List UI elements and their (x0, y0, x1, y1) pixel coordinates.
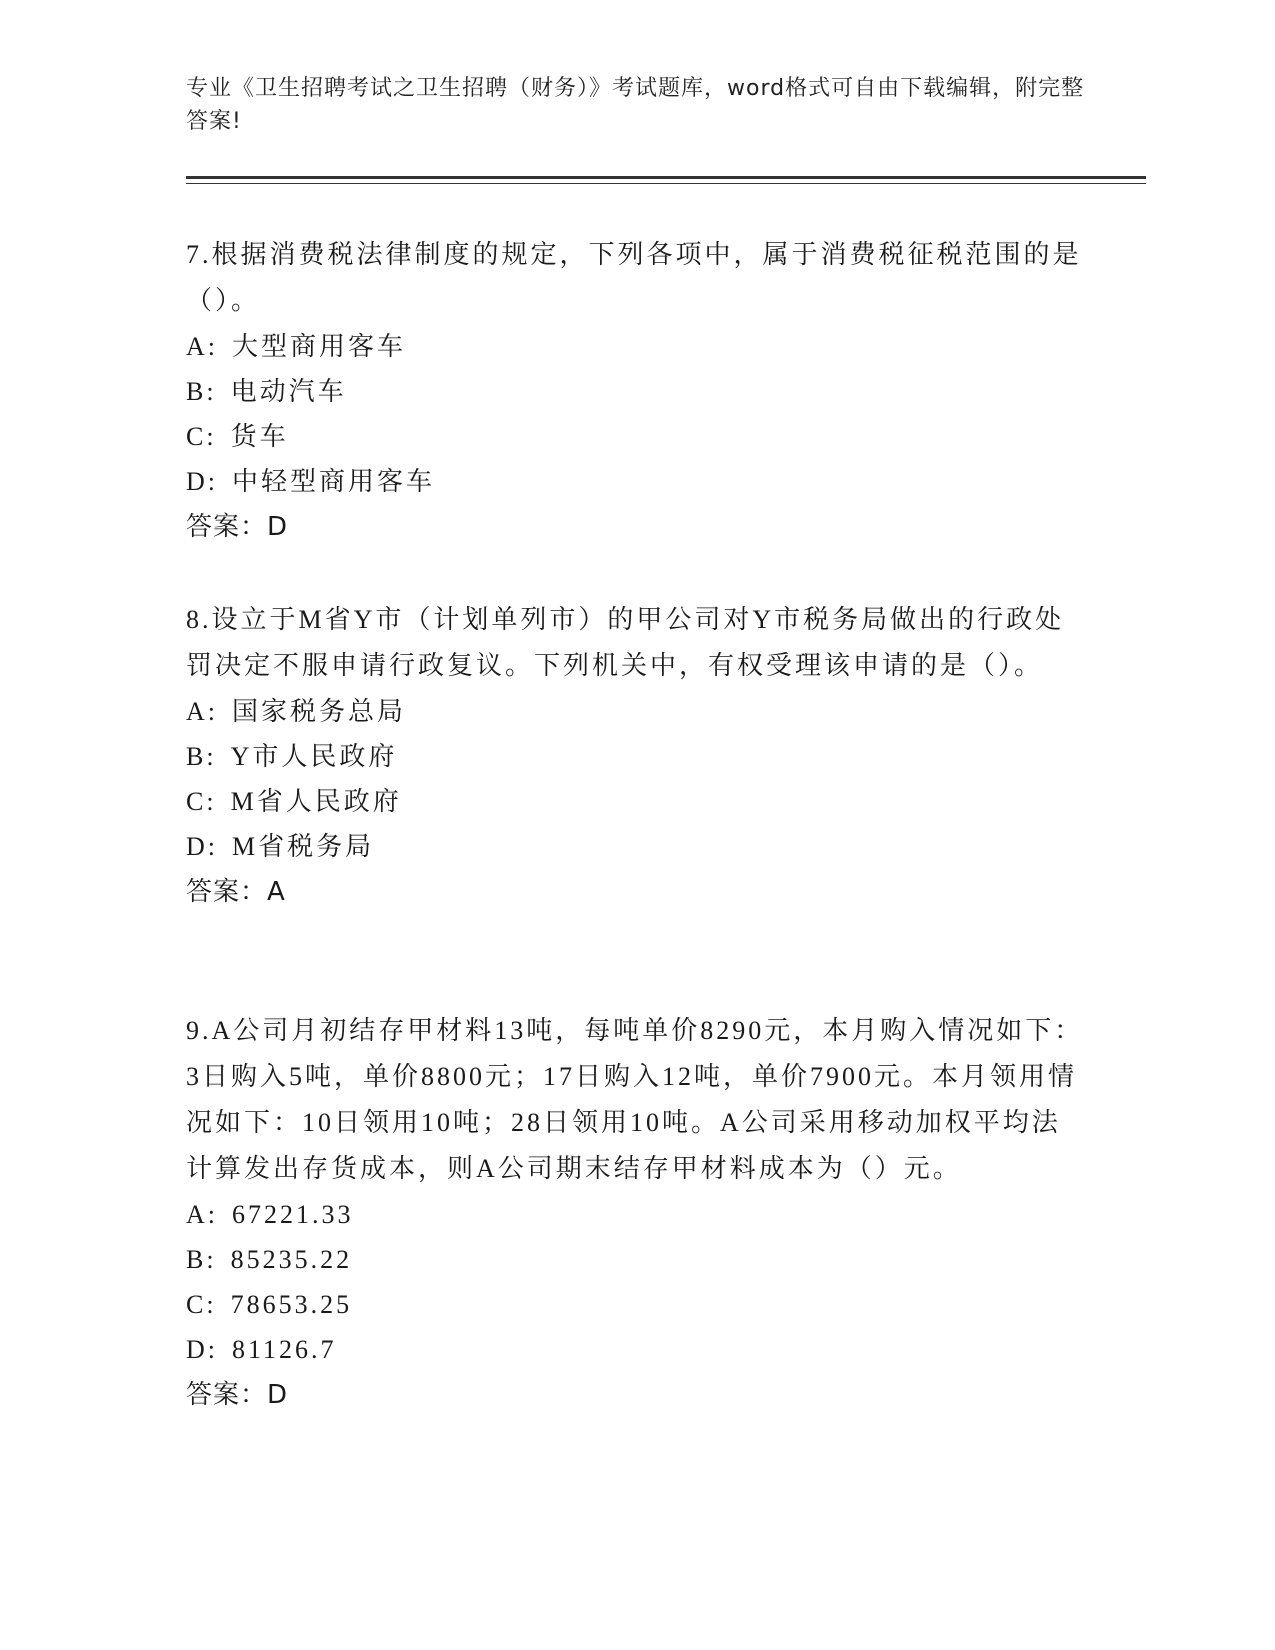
option-text: Y市人民政府 (230, 742, 398, 771)
option-letter: D: (186, 832, 218, 861)
option-letter: A: (186, 332, 218, 361)
option-text: 67221.33 (232, 1200, 354, 1229)
question-8 (186, 597, 1086, 915)
option-letter: C: (186, 787, 217, 816)
answer-line: 答案：D (186, 1380, 289, 1410)
option-text: 国家税务总局 (232, 697, 407, 726)
answer-line: 答案：A (186, 877, 286, 907)
question-stem: 8.设立于M省Y市（计划单列市）的甲公司对Y市税务局做出的行政处罚决定不服申请行政复议。下列机关中，有权受理该申请的是（）。 (186, 605, 1065, 680)
option-b (186, 369, 1086, 414)
question-stem: 7.根据消费税法律制度的规定，下列各项中，属于消费税征税范围的是（）。 (186, 240, 1082, 315)
option-text: M省人民政府 (230, 787, 402, 816)
option-text: 81126.7 (232, 1335, 337, 1364)
option-b (186, 1237, 1086, 1282)
document-header: 专业《卫生招聘考试之卫生招聘（财务）》考试题库，word格式可自由下载编辑，附完整答案! (186, 76, 1085, 134)
option-letter: D: (186, 467, 218, 496)
option-letter: C: (186, 422, 217, 451)
answer-line: 答案：D (186, 512, 289, 542)
option-d (186, 459, 1086, 504)
option-letter: C: (186, 1290, 217, 1319)
header-divider-thick (186, 176, 1146, 179)
header-divider-thin (186, 183, 1146, 184)
option-letter: A: (186, 697, 218, 726)
option-c (186, 779, 1086, 824)
option-text: 85235.22 (230, 1245, 353, 1274)
option-text: 货车 (230, 422, 289, 451)
option-d (186, 824, 1086, 869)
option-b (186, 734, 1086, 779)
option-text: 78653.25 (230, 1290, 353, 1319)
option-c (186, 1282, 1086, 1327)
question-7 (186, 232, 1086, 550)
option-text: 大型商用客车 (232, 332, 407, 361)
option-letter: B: (186, 1245, 217, 1274)
option-text: 电动汽车 (230, 377, 347, 406)
option-a (186, 689, 1086, 734)
option-a (186, 1192, 1086, 1237)
option-text: 中轻型商用客车 (232, 467, 436, 496)
option-text: M省税务局 (232, 832, 375, 861)
option-letter: A: (186, 1200, 218, 1229)
option-d (186, 1327, 1086, 1372)
option-letter: B: (186, 377, 217, 406)
option-letter: D: (186, 1335, 218, 1364)
question-9 (186, 1008, 1086, 1418)
option-letter: B: (186, 742, 217, 771)
option-a (186, 324, 1086, 369)
option-c (186, 414, 1086, 459)
question-stem: 9.A公司月初结存甲材料13吨，每吨单价8290元，本月购入情况如下：3日购入5吨，单价8800元；17日购入12吨，单价7900元。本月领用情况如下：10日领用10吨；28日领用10吨。A公司采用移动加权平均法计算发出存货成本，则A公司期末结存甲材料成本为（）元。 (186, 1016, 1084, 1183)
